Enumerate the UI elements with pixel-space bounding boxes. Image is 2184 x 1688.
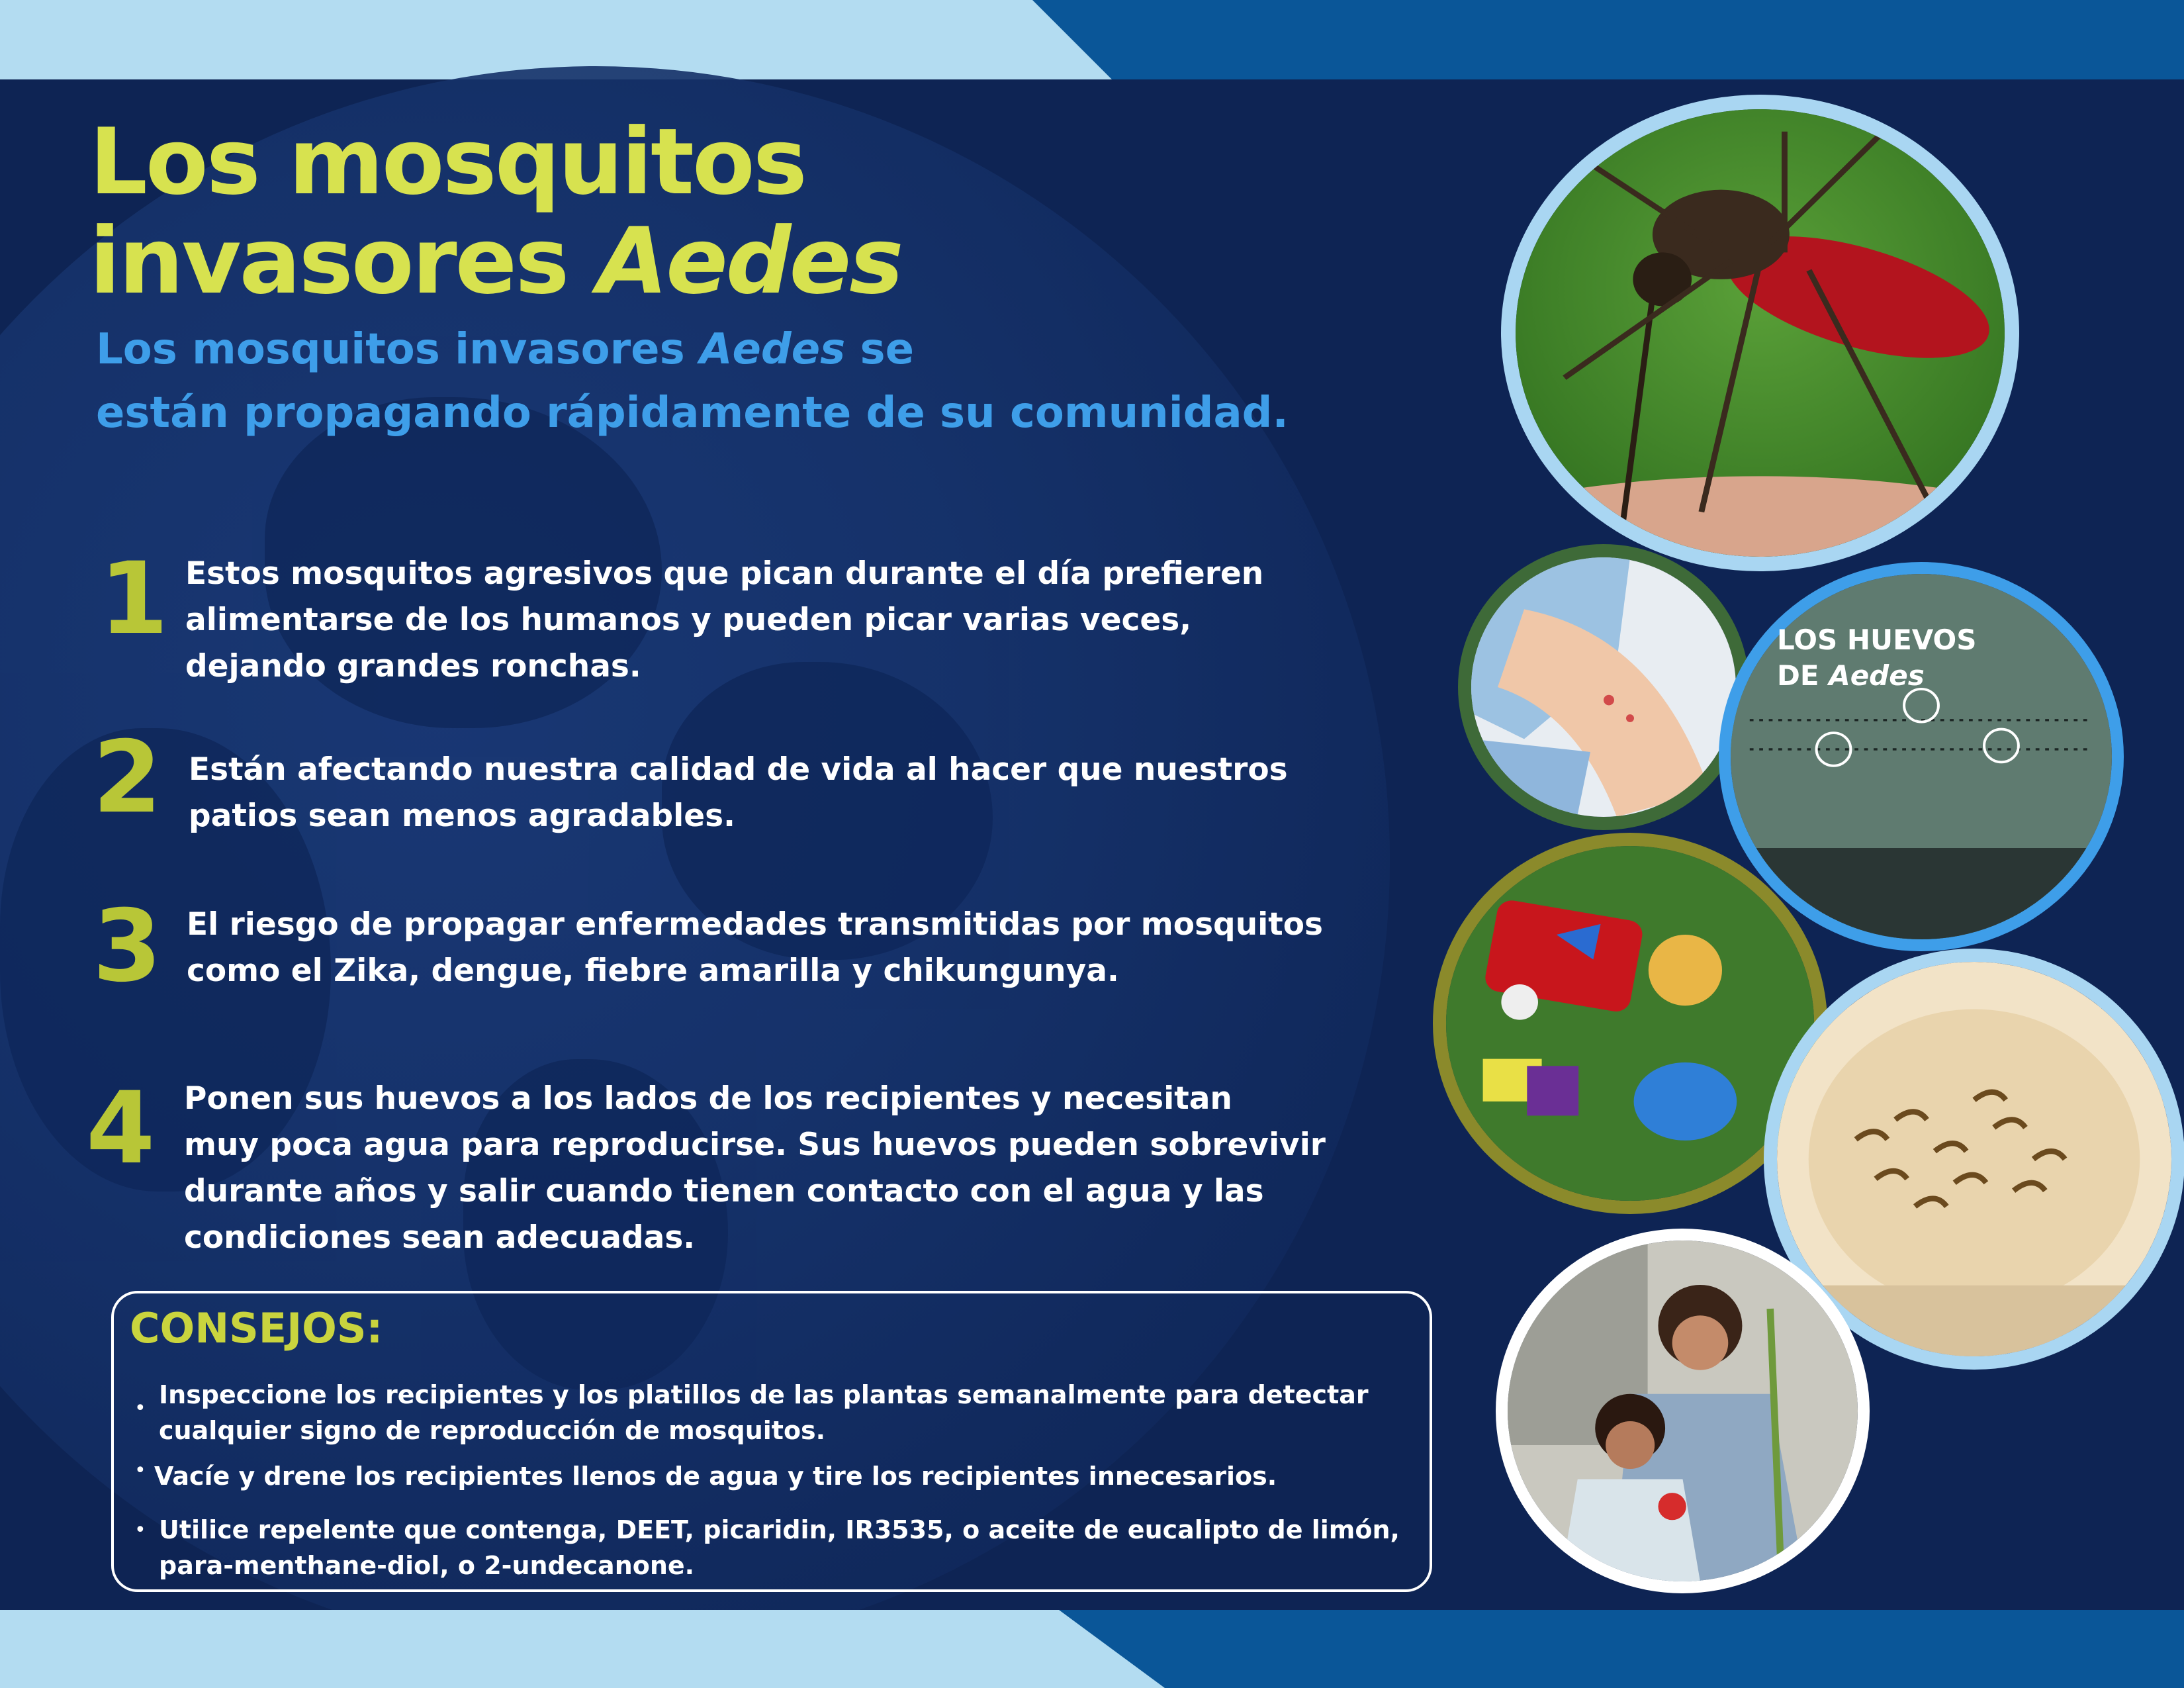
item-text-3: [187, 902, 1391, 994]
subtitle-genus: Aedes: [699, 325, 846, 374]
eggs-label-genus: Aedes: [1829, 659, 1925, 692]
item-3-line: El riesgo de propagar enfermedades transmitidas por mosquitos: [187, 906, 1323, 943]
title-line-2: [89, 208, 1082, 314]
item-number-2: 2: [93, 720, 162, 835]
eggs-label-line-2: [1777, 658, 1977, 694]
item-1-line: alimentarse de los humanos y pueden picar varias veces,: [185, 602, 1192, 638]
item-text-4: [184, 1076, 1428, 1261]
tip-2-line: Vacíe y drene los recipientes llenos de agua y tire los recipientes innecesarios.: [154, 1462, 1277, 1491]
item-2-line: patios sean menos agradables.: [189, 798, 735, 834]
item-1-line: dejando grandes ronchas.: [185, 648, 641, 684]
eggs-label-prefix: DE: [1777, 659, 1819, 692]
subtitle-prefix: Los mosquitos invasores: [96, 325, 685, 374]
item-3-line: como el Zika, dengue, fiebre amarilla y chikungunya.: [187, 953, 1119, 989]
item-4-line: condiciones sean adecuadas.: [184, 1219, 696, 1256]
tip-3: [159, 1512, 1416, 1583]
bottom-band-dark: [1059, 1610, 2184, 1688]
tip-bullet: •: [134, 1519, 146, 1542]
title-line-2-prefix: invasores: [89, 208, 568, 314]
tip-bullet: •: [134, 1459, 146, 1482]
subtitle-suffix: se: [860, 325, 914, 374]
tip-2: [154, 1458, 1412, 1494]
mosquito-photo: [1501, 95, 2019, 571]
item-number-4: 4: [86, 1071, 156, 1186]
eggs-label: [1777, 622, 1977, 694]
item-1-line: Estos mosquitos agresivos que pican durante el día prefieren: [185, 555, 1264, 592]
tip-1-line: cualquier signo de reproducción de mosquitos.: [159, 1416, 826, 1445]
family-photo: [1496, 1229, 1870, 1593]
subtitle-line-2: están propagando rápidamente de su comunidad.: [96, 389, 1289, 438]
item-text-1: [185, 551, 1390, 690]
child-scratching-photo: [1458, 544, 1749, 830]
eggs-label-line-1: LOS HUEVOS: [1777, 624, 1977, 656]
tip-3-line: para-menthane-diol, o 2-undecanone.: [159, 1551, 695, 1580]
tip-bullet: •: [134, 1397, 146, 1420]
item-text-2: [189, 747, 1393, 839]
title-genus: Aedes: [597, 208, 902, 314]
item-4-line: durante años y salir cuando tienen contacto con el agua y las: [184, 1173, 1264, 1209]
tip-3-line: Utilice repelente que contenga, DEET, picaridin, IR3535, o aceite de eucalipto de limón,: [159, 1515, 1400, 1544]
tips-title: CONSEJOS:: [130, 1304, 383, 1352]
item-number-3: 3: [93, 889, 162, 1004]
item-2-line: Están afectando nuestra calidad de vida al hacer que nuestros: [189, 751, 1288, 788]
page-title: [89, 109, 1082, 314]
item-number-1: 1: [99, 541, 169, 657]
title-line-1: Los mosquitos: [89, 109, 805, 215]
subtitle-line-1: [96, 318, 1486, 381]
top-band-dark: [1032, 0, 2184, 79]
page-subtitle: [96, 318, 1486, 445]
aedes-eggs-photo: [1719, 562, 2124, 951]
item-4-line: Ponen sus huevos a los lados de los recipientes y necesitan: [184, 1080, 1232, 1117]
item-4-line: muy poca agua para reproducirse. Sus huevos pueden sobrevivir: [184, 1127, 1326, 1163]
tip-1-line: Inspeccione los recipientes y los platillos de las plantas semanalmente para detectar: [159, 1380, 1369, 1409]
tip-1: [159, 1377, 1416, 1448]
